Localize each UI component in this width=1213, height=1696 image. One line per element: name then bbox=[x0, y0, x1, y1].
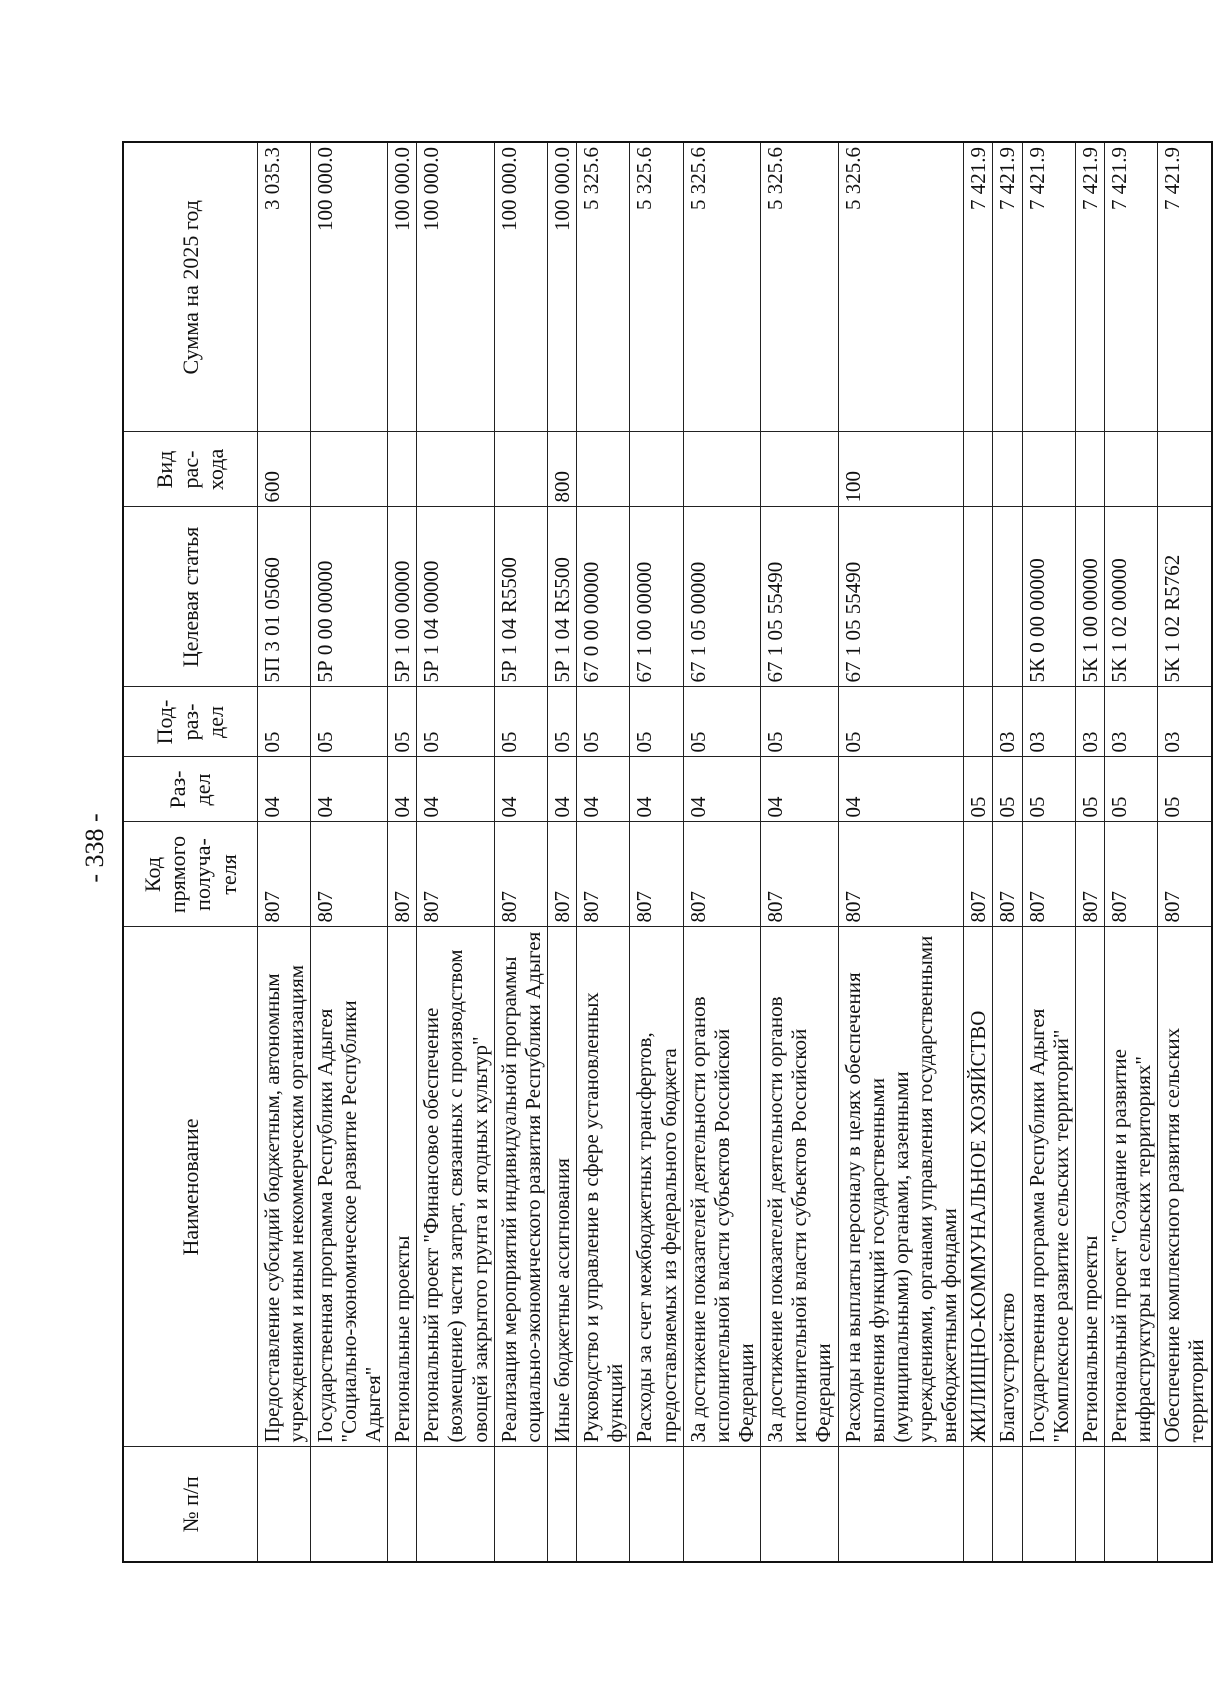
row-target-article: 5П 3 01 05060 bbox=[257, 507, 310, 687]
row-target-article: 5Р 1 04 R5500 bbox=[494, 507, 547, 687]
row-amount: 7 421.9 bbox=[1105, 142, 1158, 432]
row-amount: 100 000.0 bbox=[548, 142, 577, 432]
row-amount: 5 325.6 bbox=[630, 142, 683, 432]
row-name: Региональные проекты bbox=[388, 927, 417, 1447]
row-expense-type bbox=[1158, 432, 1212, 507]
row-recipient-code: 807 bbox=[630, 822, 683, 927]
row-expense-type bbox=[577, 432, 630, 507]
table-row bbox=[417, 142, 494, 1562]
row-name: За достижение показателей деятельности органов исполнительной власти субъектов Российской Федерации bbox=[761, 927, 838, 1447]
row-name: ЖИЛИЩНО-КОММУНАЛЬНОЕ ХОЗЯЙСТВО bbox=[964, 927, 993, 1447]
header-number: № п/п bbox=[123, 1447, 257, 1562]
row-subsection bbox=[964, 687, 993, 757]
table-row bbox=[388, 142, 417, 1562]
row-target-article: 67 1 05 55490 bbox=[838, 507, 964, 687]
row-amount: 7 421.9 bbox=[1022, 142, 1075, 432]
row-recipient-code: 807 bbox=[310, 822, 387, 927]
row-recipient-code: 807 bbox=[577, 822, 630, 927]
row-section: 04 bbox=[417, 757, 494, 822]
row-section: 05 bbox=[1022, 757, 1075, 822]
header-expense-type: Вид рас-хода bbox=[123, 432, 257, 507]
header-name: Наименование bbox=[123, 927, 257, 1447]
row-section: 04 bbox=[683, 757, 760, 822]
row-subsection: 05 bbox=[494, 687, 547, 757]
row-expense-type bbox=[388, 432, 417, 507]
row-number bbox=[577, 1447, 630, 1562]
row-number bbox=[257, 1447, 310, 1562]
row-number bbox=[964, 1447, 993, 1562]
row-recipient-code: 807 bbox=[838, 822, 964, 927]
row-name: Расходы на выплаты персоналу в целях обеспечения выполнения функций государственными (муниципальными) органами, казенными учреждениями, органами управления государственными внебюджетными фондами bbox=[838, 927, 964, 1447]
row-name: Региональный проект "Финансовое обеспечение (возмещение) части затрат, связанных с производством овощей закрытого грунта и ягодных культур" bbox=[417, 927, 494, 1447]
row-expense-type bbox=[494, 432, 547, 507]
row-number bbox=[1158, 1447, 1212, 1562]
row-name: Региональные проекты bbox=[1075, 927, 1104, 1447]
row-section: 04 bbox=[388, 757, 417, 822]
row-target-article: 67 1 00 00000 bbox=[630, 507, 683, 687]
row-name: Региональный проект "Создание и развитие инфраструктуры на сельских территориях" bbox=[1105, 927, 1158, 1447]
row-expense-type bbox=[993, 432, 1022, 507]
row-amount: 5 325.6 bbox=[577, 142, 630, 432]
row-amount: 3 035.3 bbox=[257, 142, 310, 432]
row-expense-type bbox=[761, 432, 838, 507]
table-row bbox=[761, 142, 838, 1562]
table-row bbox=[548, 142, 577, 1562]
table-header-row bbox=[123, 142, 257, 1562]
row-amount: 5 325.6 bbox=[683, 142, 760, 432]
row-number bbox=[494, 1447, 547, 1562]
row-subsection: 05 bbox=[683, 687, 760, 757]
row-subsection: 05 bbox=[417, 687, 494, 757]
row-target-article: 5Р 0 00 00000 bbox=[310, 507, 387, 687]
row-expense-type bbox=[310, 432, 387, 507]
header-amount-2025: Сумма на 2025 год bbox=[123, 142, 257, 432]
row-name: Обеспечение комплексного развития сельских территорий bbox=[1158, 927, 1212, 1447]
row-recipient-code: 807 bbox=[683, 822, 760, 927]
row-expense-type bbox=[417, 432, 494, 507]
row-name: Руководство и управление в сфере установленных функций bbox=[577, 927, 630, 1447]
row-amount: 7 421.9 bbox=[964, 142, 993, 432]
header-subsection: Под-раз-дел bbox=[123, 687, 257, 757]
row-number bbox=[1075, 1447, 1104, 1562]
row-amount: 7 421.9 bbox=[1158, 142, 1212, 432]
row-name: Расходы за счет межбюджетных трансфертов, предоставляемых из федерального бюджета bbox=[630, 927, 683, 1447]
row-target-article: 5К 1 02 R5762 bbox=[1158, 507, 1212, 687]
table-row bbox=[577, 142, 630, 1562]
row-subsection: 03 bbox=[1022, 687, 1075, 757]
row-section: 04 bbox=[630, 757, 683, 822]
row-name: Благоустройство bbox=[993, 927, 1022, 1447]
row-amount: 100 000.0 bbox=[310, 142, 387, 432]
row-amount: 7 421.9 bbox=[1075, 142, 1104, 432]
row-target-article: 5Р 1 00 00000 bbox=[388, 507, 417, 687]
table-row bbox=[993, 142, 1022, 1562]
row-subsection: 05 bbox=[388, 687, 417, 757]
row-subsection: 05 bbox=[548, 687, 577, 757]
row-expense-type bbox=[1105, 432, 1158, 507]
row-section: 05 bbox=[1075, 757, 1104, 822]
row-recipient-code: 807 bbox=[417, 822, 494, 927]
row-expense-type bbox=[683, 432, 760, 507]
row-number bbox=[993, 1447, 1022, 1562]
row-recipient-code: 807 bbox=[1022, 822, 1075, 927]
row-target-article: 5К 0 00 00000 bbox=[1022, 507, 1075, 687]
row-number bbox=[310, 1447, 387, 1562]
row-recipient-code: 807 bbox=[388, 822, 417, 927]
row-subsection: 03 bbox=[1075, 687, 1104, 757]
row-target-article bbox=[993, 507, 1022, 687]
table-row bbox=[1105, 142, 1158, 1562]
header-target-article: Целевая статья bbox=[123, 507, 257, 687]
header-recipient-code: Код прямого получа-теля bbox=[123, 822, 257, 927]
row-recipient-code: 807 bbox=[761, 822, 838, 927]
table-row bbox=[494, 142, 547, 1562]
row-amount: 7 421.9 bbox=[993, 142, 1022, 432]
row-amount: 5 325.6 bbox=[838, 142, 964, 432]
budget-table bbox=[122, 141, 1213, 1563]
table-row bbox=[683, 142, 760, 1562]
row-recipient-code: 807 bbox=[1105, 822, 1158, 927]
row-amount: 100 000.0 bbox=[494, 142, 547, 432]
row-section: 05 bbox=[1158, 757, 1212, 822]
row-recipient-code: 807 bbox=[993, 822, 1022, 927]
row-number bbox=[388, 1447, 417, 1562]
row-section: 04 bbox=[257, 757, 310, 822]
row-expense-type: 600 bbox=[257, 432, 310, 507]
row-subsection: 05 bbox=[310, 687, 387, 757]
table-row bbox=[310, 142, 387, 1562]
row-recipient-code: 807 bbox=[964, 822, 993, 927]
table-row bbox=[1075, 142, 1104, 1562]
row-target-article: 5Р 1 04 00000 bbox=[417, 507, 494, 687]
table-row bbox=[1158, 142, 1212, 1562]
row-target-article: 67 0 00 00000 bbox=[577, 507, 630, 687]
row-amount: 100 000.0 bbox=[417, 142, 494, 432]
row-subsection: 05 bbox=[577, 687, 630, 757]
table-row bbox=[630, 142, 683, 1562]
row-section: 04 bbox=[761, 757, 838, 822]
row-recipient-code: 807 bbox=[257, 822, 310, 927]
table-row bbox=[257, 142, 310, 1562]
row-section: 05 bbox=[993, 757, 1022, 822]
row-section: 04 bbox=[548, 757, 577, 822]
row-target-article: 67 1 05 00000 bbox=[683, 507, 760, 687]
row-expense-type: 100 bbox=[838, 432, 964, 507]
row-number bbox=[417, 1447, 494, 1562]
row-target-article: 5Р 1 04 R5500 bbox=[548, 507, 577, 687]
row-expense-type: 800 bbox=[548, 432, 577, 507]
row-number bbox=[1022, 1447, 1075, 1562]
table-row bbox=[838, 142, 964, 1562]
row-section: 05 bbox=[964, 757, 993, 822]
row-section: 04 bbox=[310, 757, 387, 822]
row-target-article: 5К 1 00 00000 bbox=[1075, 507, 1104, 687]
row-section: 05 bbox=[1105, 757, 1158, 822]
row-name: За достижение показателей деятельности органов исполнительной власти субъектов Российской Федерации bbox=[683, 927, 760, 1447]
row-subsection: 03 bbox=[1105, 687, 1158, 757]
row-name: Предоставление субсидий бюджетным, автономным учреждениям и иным некоммерческим организациям bbox=[257, 927, 310, 1447]
row-subsection: 05 bbox=[257, 687, 310, 757]
row-amount: 100 000.0 bbox=[388, 142, 417, 432]
row-section: 04 bbox=[838, 757, 964, 822]
rotated-page-content bbox=[122, 143, 1209, 1563]
row-subsection: 05 bbox=[838, 687, 964, 757]
row-subsection: 03 bbox=[1158, 687, 1212, 757]
row-target-article bbox=[964, 507, 993, 687]
row-number bbox=[838, 1447, 964, 1562]
row-subsection: 05 bbox=[761, 687, 838, 757]
table-row bbox=[964, 142, 993, 1562]
row-section: 04 bbox=[577, 757, 630, 822]
row-expense-type bbox=[1022, 432, 1075, 507]
row-number bbox=[761, 1447, 838, 1562]
row-subsection: 03 bbox=[993, 687, 1022, 757]
row-amount: 5 325.6 bbox=[761, 142, 838, 432]
row-recipient-code: 807 bbox=[548, 822, 577, 927]
header-section: Раз-дел bbox=[123, 757, 257, 822]
row-name: Иные бюджетные ассигнования bbox=[548, 927, 577, 1447]
row-name: Государственная программа Республики Адыгея "Социально-экономическое развитие Республики Адыгея" bbox=[310, 927, 387, 1447]
row-number bbox=[1105, 1447, 1158, 1562]
row-target-article: 5К 1 02 00000 bbox=[1105, 507, 1158, 687]
row-name: Государственная программа Республики Адыгея "Комплексное развитие сельских территорий" bbox=[1022, 927, 1075, 1447]
row-number bbox=[630, 1447, 683, 1562]
row-target-article: 67 1 05 55490 bbox=[761, 507, 838, 687]
row-number bbox=[683, 1447, 760, 1562]
row-section: 04 bbox=[494, 757, 547, 822]
table-row bbox=[1022, 142, 1075, 1562]
row-expense-type bbox=[1075, 432, 1104, 507]
row-subsection: 05 bbox=[630, 687, 683, 757]
row-recipient-code: 807 bbox=[1075, 822, 1104, 927]
row-expense-type bbox=[630, 432, 683, 507]
row-expense-type bbox=[964, 432, 993, 507]
page-number: - 338 - bbox=[80, 813, 109, 883]
row-name: Реализация мероприятий индивидуальной программы социально-экономического развития Республики Адыгея bbox=[494, 927, 547, 1447]
row-number bbox=[548, 1447, 577, 1562]
row-recipient-code: 807 bbox=[1158, 822, 1212, 927]
row-recipient-code: 807 bbox=[494, 822, 547, 927]
